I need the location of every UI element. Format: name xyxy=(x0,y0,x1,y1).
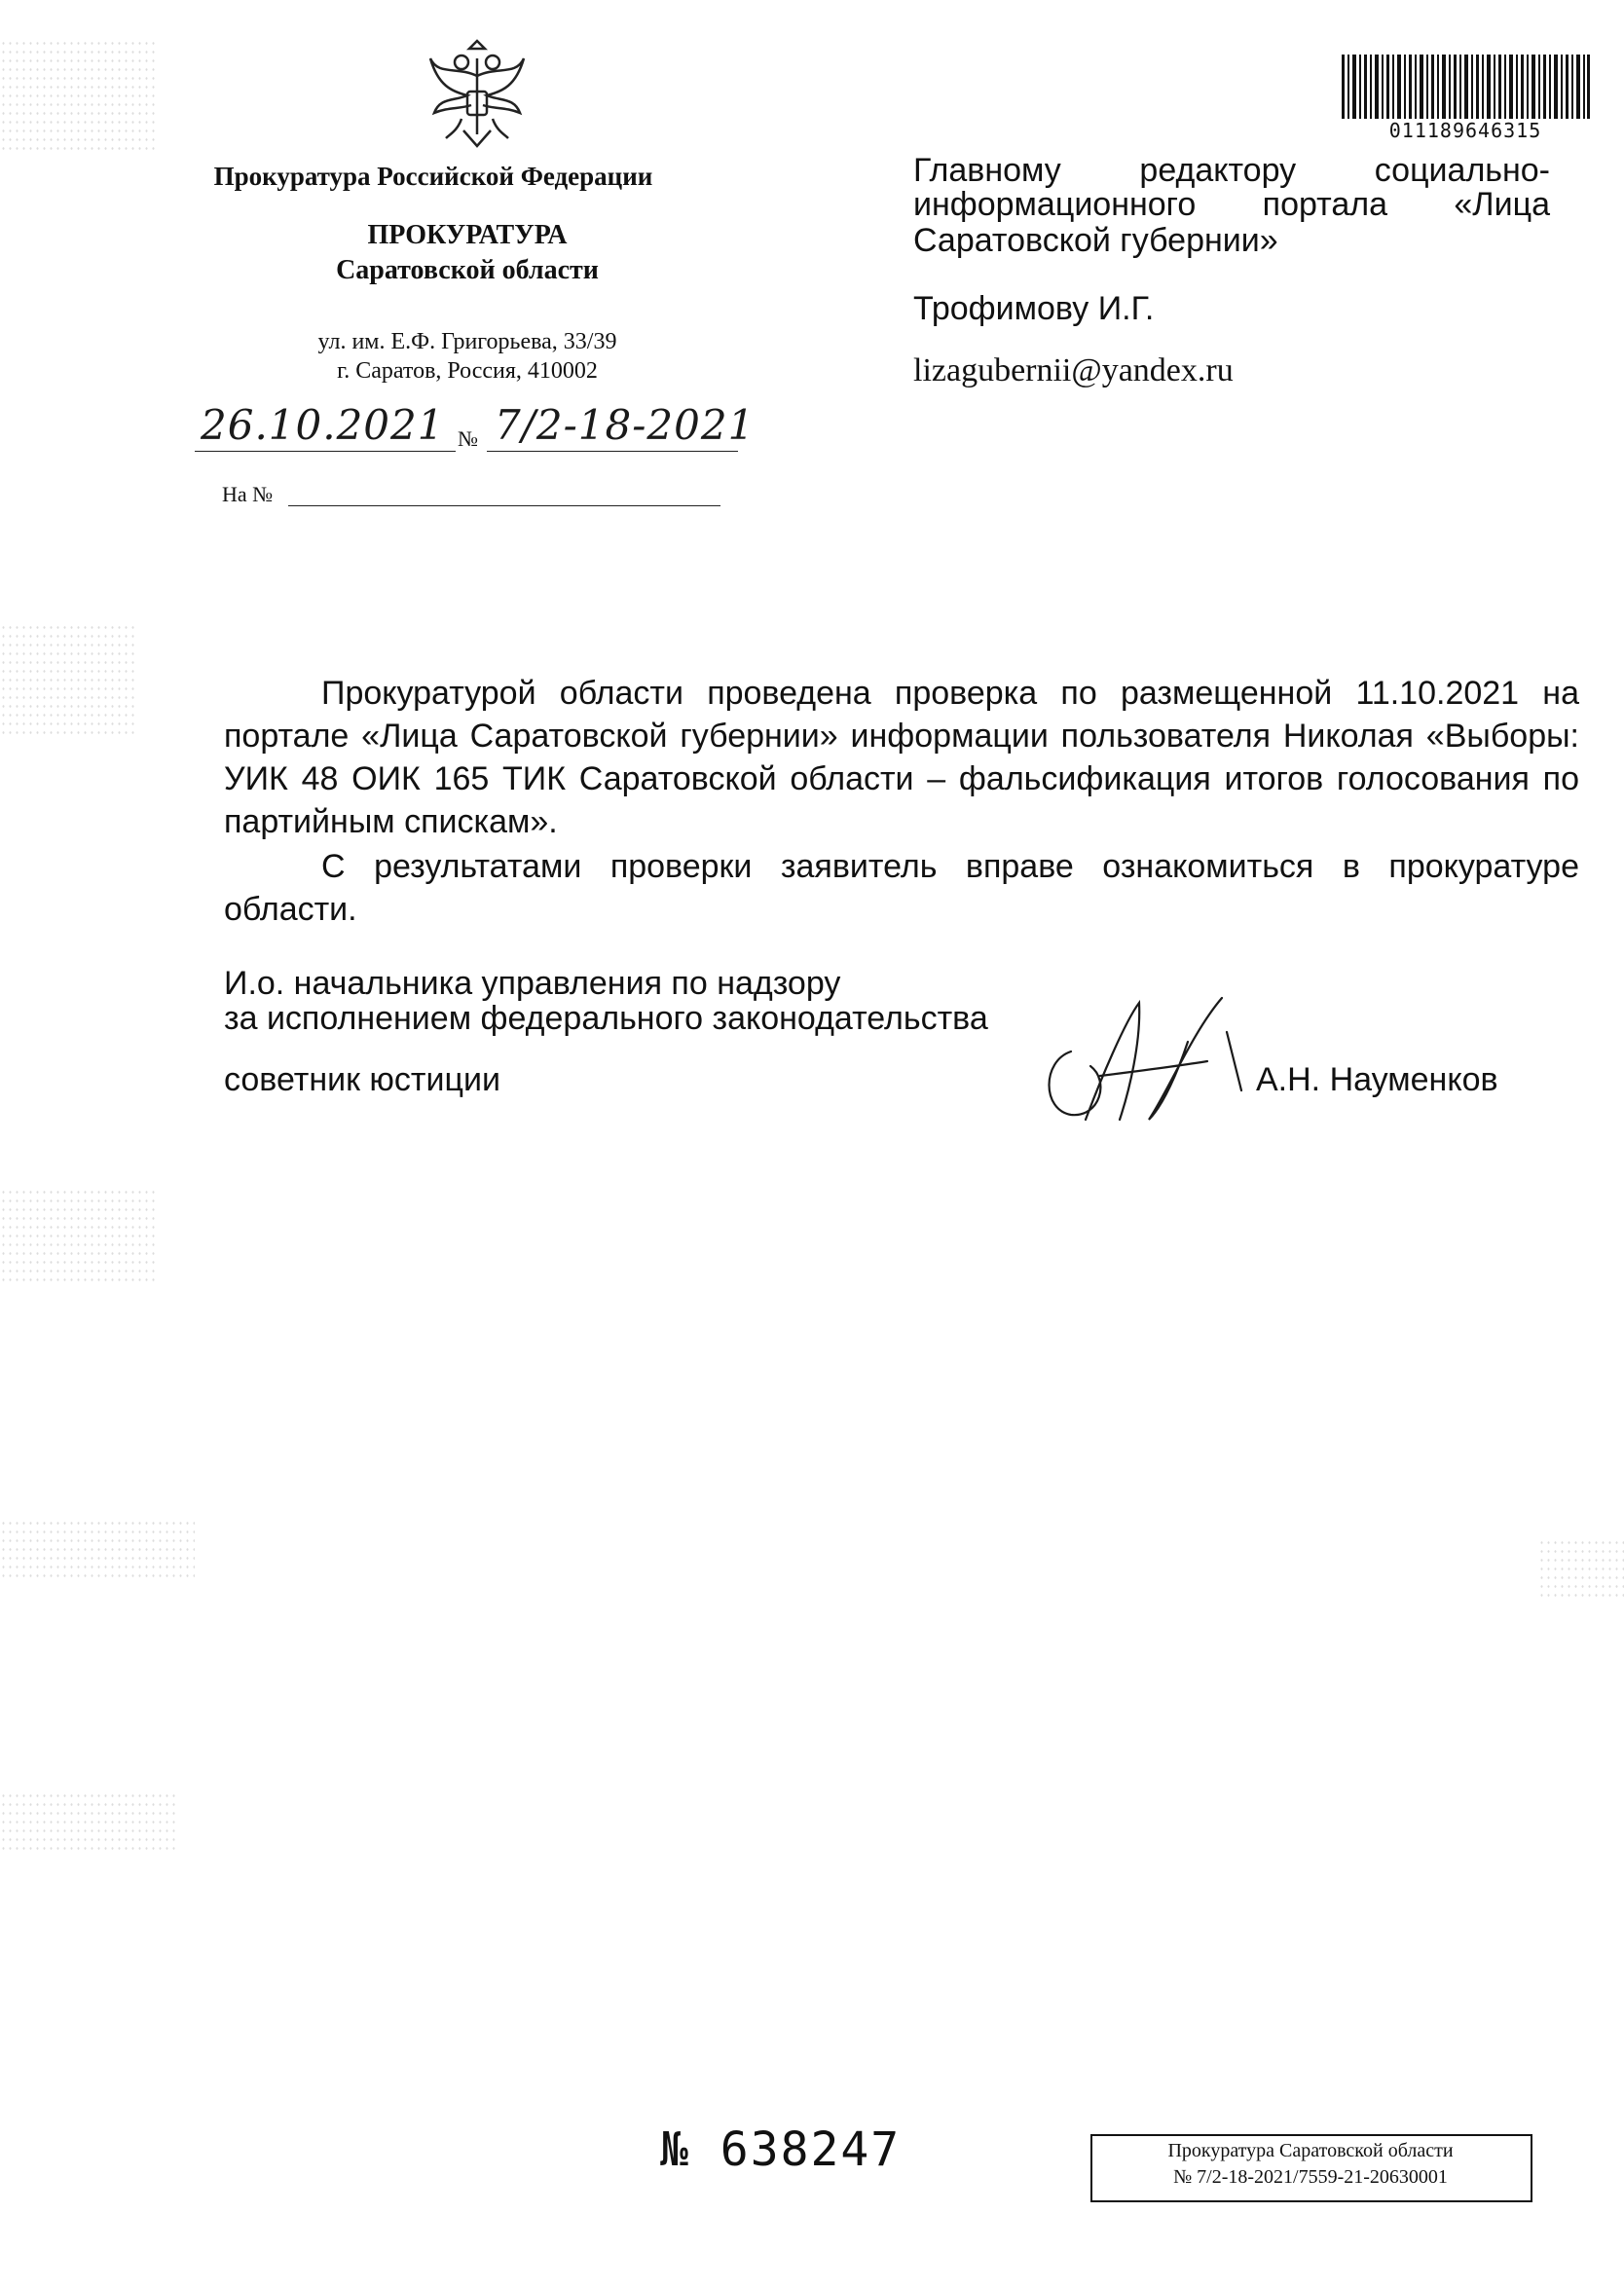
recipient-line-1: Главному редактору социально- xyxy=(913,152,1550,189)
recipient-name: Трофимову И.Г. xyxy=(913,290,1155,327)
stamp-organization: Прокуратура Саратовской области xyxy=(1167,2140,1454,2161)
recipient-email: lizagubernii@yandex.ru xyxy=(913,352,1234,388)
scan-noise xyxy=(0,1791,175,1850)
document-number: № 638247 xyxy=(660,2122,902,2177)
organization-region: Саратовской области xyxy=(336,255,599,285)
signer-title-line-2: за исполнением федерального законодательства xyxy=(224,1000,988,1037)
scan-noise xyxy=(0,39,156,156)
organization-parent: Прокуратура Российской Федерации xyxy=(213,162,653,191)
double-headed-eagle-icon xyxy=(419,37,535,154)
scan-noise xyxy=(0,1188,156,1285)
signer-title-line-1: И.о. начальника управления по надзору xyxy=(224,965,841,1002)
barcode-number: 011189646315 xyxy=(1340,119,1591,142)
date-underline xyxy=(195,451,456,452)
scan-noise xyxy=(0,623,136,740)
recipient-block xyxy=(913,154,1550,222)
recipient-line-3: Саратовской губернии» xyxy=(913,222,1278,259)
address-street: ул. им. Е.Ф. Григорьева, 33/39 xyxy=(317,329,617,354)
reference-number-line xyxy=(288,505,720,506)
recipient-line-2: информационного портала «Лица xyxy=(913,186,1550,223)
number-underline xyxy=(487,451,738,452)
reference-number-label: На № xyxy=(222,482,274,506)
outgoing-date: 26.10.2021 xyxy=(201,401,445,449)
scan-noise xyxy=(0,1519,195,1577)
signer-rank: советник юстиции xyxy=(224,1061,500,1098)
stamp-registration-number: № 7/2-18-2021/7559-21-20630001 xyxy=(1173,2166,1448,2188)
number-sign: № xyxy=(458,426,478,451)
organization-name: ПРОКУРАТУРА xyxy=(367,220,568,250)
address-city: г. Саратов, Россия, 410002 xyxy=(337,358,598,384)
handwritten-signature xyxy=(1032,983,1266,1129)
outgoing-number: 7/2-18-2021 xyxy=(495,401,756,449)
scan-noise xyxy=(1538,1538,1624,1597)
body-paragraph-1: Прокуратурой области проведена проверка по размещенной 11.10.2021 на портале «Лица Саратовской губернии» информации пользователя Николая «Выборы: УИК 48 ОИК 165 ТИК Саратовской области – фальсификация итогов голосования по партийным спискам». xyxy=(224,675,1579,840)
signer-name: А.Н. Науменков xyxy=(1256,1061,1498,1098)
body-paragraph-2: С результатами проверки заявитель вправе ознакомиться в прокуратуре области. xyxy=(224,848,1579,928)
